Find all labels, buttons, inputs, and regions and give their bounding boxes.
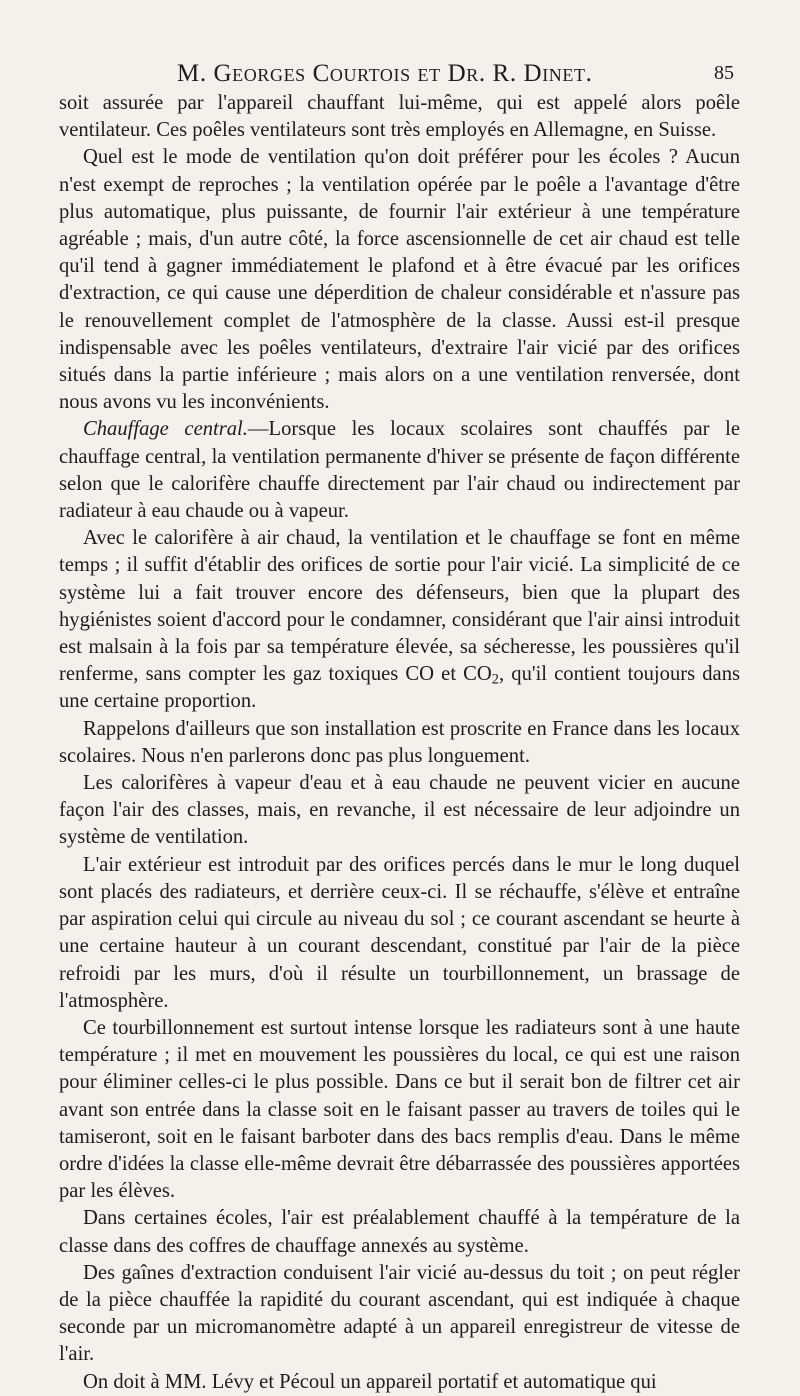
paragraph-appareil-portatif: On doit à MM. Lévy et Pécoul un appareil portatif et automatique qui	[83, 1370, 657, 1393]
body-text	[59, 90, 740, 1396]
page-number: 85	[714, 62, 734, 84]
paragraph-gaines-extraction: Des gaînes d'extraction conduisent l'air vicié au-dessus du toit ; on peut régler de la pièce chauffée la rapidité du courant ascendant, qui est indiquée à chaque seconde par un micromanomètre adapté à un appareil enregistreur de vitesse de l'air.	[59, 1261, 740, 1366]
running-header	[59, 48, 740, 88]
paragraph-continuation: soit assurée par l'appareil chauffant lui-même, qui est appelé alors poêle ventilateur. Ces poêles ventilateurs sont très employés en Allemagne, en Suisse.	[59, 92, 740, 142]
paragraph-tourbillonnement: Ce tourbillonnement est surtout intense lorsque les radiateurs sont à une haute température ; il met en mouvement les poussières du local, ce qui est une raison pour éliminer celles-ci le plus possible. Dans ce but il serait bon de filtrer cet air avant son entrée dans la classe soit en le faisant passer au travers de toiles qui le tamiseront, soit en le faisant barboter dans des bacs remplis d'eau. Dans le même ordre d'idées la classe elle-même devrait être débarrassée des poussières apportées par les élèves.	[59, 1016, 740, 1203]
paragraph-coffres-chauffage: Dans certaines écoles, l'air est préalablement chauffé à la température de la classe dans des coffres de chauffage annexés au système.	[59, 1207, 740, 1257]
paragraph-installation-proscrite: Rappelons d'ailleurs que son installation est proscrite en France dans les locaux scolaires. Nous n'en parlerons donc pas plus longuement.	[59, 717, 740, 767]
paragraph-ventilation-question: Quel est le mode de ventilation qu'on doit préférer pour les écoles ? Aucun n'est exempt de reproches ; la ventilation opérée par le poêle a l'avantage d'être plus automatique, plus puissante, de fournir l'air extérieur à une température agréable ; mais, d'un autre côté, la force ascensionnelle de cet air chaud est telle qu'il tend à gagner immédiatement le plafond et à être évacué par les orifices d'extraction, ce qui cause une déperdition de chaleur considérable et n'assure pas le renouvellement complet de l'atmosphère de la classe. Aussi est-il presque indispensable avec les poêles ventilateurs, d'extraire l'air vicié par des orifices situés dans la partie inférieure ; mais alors on a une ventilation renversée, dont nous avons vu les inconvénients.	[59, 146, 740, 414]
paragraph-text-after-formula: , qu'il contient toujours dans une certaine proportion.	[59, 663, 740, 713]
paragraph-chauffage-central	[59, 416, 740, 525]
paragraph-text-before-formula: Avec le calorifère à air chaud, la ventilation et le chauffage se font en même temps ; il suffit d'établir des orifices de sortie pour l'air vicié. La simplicité de ce système lui a fait trouver encore des défenseurs, bien que la plupart des hygiénistes soient d'accord pour le condamner, considérant que l'air ainsi introduit est malsain à la fois par sa température élevée, sa sécheresse, les poussières qu'il renferme, sans compter les gaz toxiques CO et CO	[59, 527, 740, 686]
formula-subscript: 2	[491, 671, 499, 688]
paragraph-chauffage-central-text: —Lorsque les locaux scolaires sont chauffés par le chauffage central, la ventilation permanente d'hiver se présente de façon différente selon que le calorifère chauffe directement par l'air chaud ou indirectement par radiateur à eau chaude ou à vapeur.	[59, 418, 740, 523]
paragraph-air-exterieur: L'air extérieur est introduit par des orifices percés dans le mur le long duquel sont placés des radiateurs, et derrière ceux-ci. Il se réchauffe, s'élève et entraîne par aspiration celui qui circule au niveau du sol ; ce courant ascendant se heurte à une certaine hauteur à un courant descendant, constitué par l'air de la pièce refroidi par les murs, d'où il résulte un tourbillonnement, un brassage de l'atmosphère.	[59, 853, 740, 1012]
running-title: M. Georges Courtois et Dr. R. Dinet.	[177, 60, 593, 87]
paragraph-calorifere-vapeur: Les calorifères à vapeur d'eau et à eau chaude ne peuvent vicier en aucune façon l'air des classes, mais, en revanche, il est nécessaire de leur adjoindre un système de ventilation.	[59, 772, 740, 849]
paragraph-calorifere-air-chaud	[59, 525, 740, 715]
section-label-chauffage-central: Chauffage central.	[83, 418, 248, 441]
